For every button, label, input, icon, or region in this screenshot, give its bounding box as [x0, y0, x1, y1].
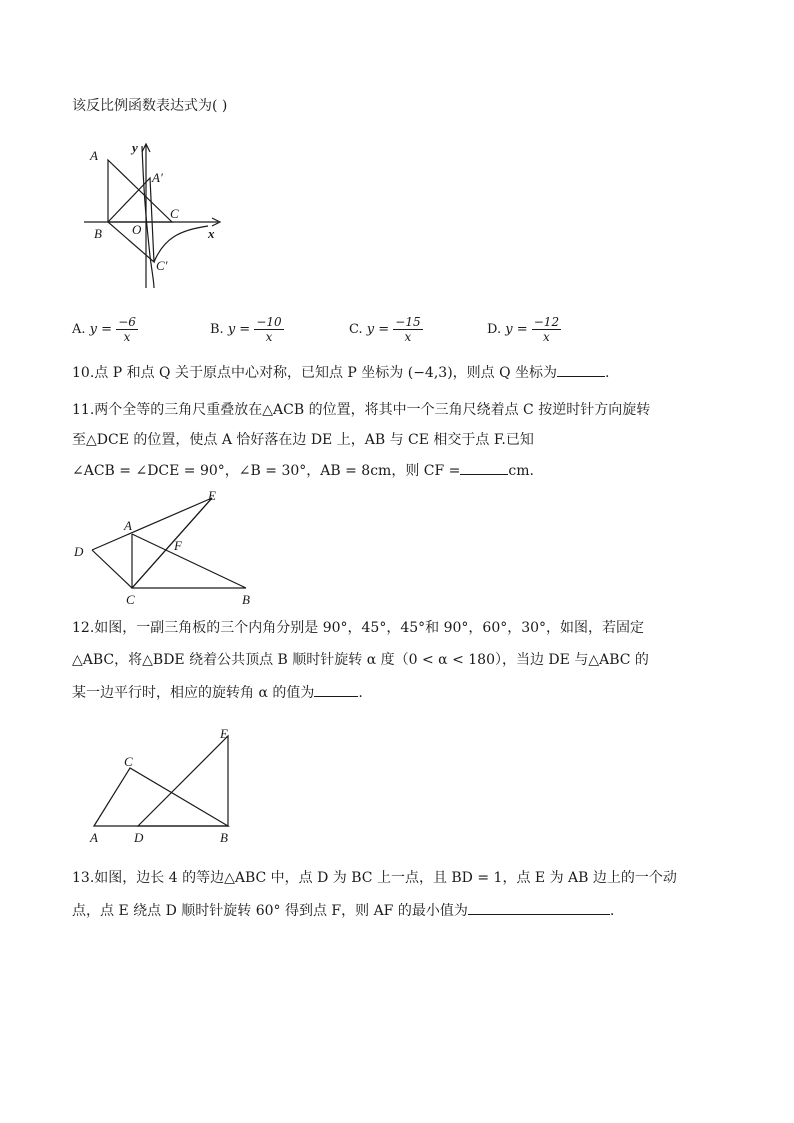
option-lhs: y = [89, 322, 113, 337]
triangle-ACB [132, 534, 246, 588]
label-D: D [134, 830, 144, 845]
q12-line3 [72, 682, 363, 703]
q11-line1: 11.两个全等的三角尺重叠放在△ACB 的位置，将其中一个三角尺绕着点 C 按逆时针方向旋转 [72, 402, 651, 418]
q10-text [72, 362, 609, 383]
triangle-A-prime-B-C-prime [108, 178, 154, 262]
q11-condition: ∠ACB = ∠DCE = 90°，∠B = 30°，AB = 8cm，则 CF = [72, 463, 461, 479]
q10-stem: 10.点 P 和点 Q 关于原点中心对称，已知点 P 坐标为 (−4,3)，则点 Q 坐标为 [72, 365, 558, 381]
q12-line1: 12.如图，一副三角板的三个内角分别是 90°，45°，45°和 90°，60°，30°，如图，若固定 [72, 620, 645, 636]
q9-option-c[interactable] [349, 315, 423, 344]
label-x: x [208, 226, 215, 241]
label-B: B [242, 592, 250, 607]
label-C: C [124, 754, 133, 769]
label-A: A [90, 148, 98, 163]
label-A: A [90, 830, 98, 845]
label-C: C [170, 206, 179, 221]
label-y: y [132, 140, 138, 155]
segment-CE [132, 498, 212, 588]
label-C-prime: C′ [156, 258, 168, 273]
label-C: C [126, 592, 135, 607]
q9-figure [80, 138, 240, 298]
q11-unit: cm. [508, 463, 534, 479]
q12-line2: △ABC，将△BDE 绕着公共顶点 B 顺时针旋转 α 度（0 < α < 180），当边 DE 与△ABC 的 [72, 652, 649, 668]
label-A-prime: A′ [152, 170, 163, 185]
option-label: B. [210, 322, 224, 337]
label-E: E [208, 488, 216, 503]
q13-line2 [72, 900, 614, 921]
option-fraction: $\frac{-6}{x}$ [118, 315, 136, 344]
q11-figure [70, 488, 270, 608]
q9-option-a[interactable] [72, 315, 138, 344]
q12-answer-blank[interactable] [314, 682, 358, 697]
label-O: O [132, 222, 142, 237]
option-label: D. [487, 322, 502, 337]
option-label: C. [349, 322, 363, 337]
hyperbola-branch-right [154, 226, 208, 262]
label-E: E [220, 726, 228, 741]
q11-answer-blank[interactable] [460, 460, 508, 475]
q12-end: . [358, 685, 363, 701]
label-F: F [174, 538, 182, 553]
q12-question: 某一边平行时，相应的旋转角 α 的值为 [72, 685, 315, 701]
option-fraction: $\frac{-12}{x}$ [533, 315, 560, 344]
option-fraction: $\frac{-15}{x}$ [395, 315, 421, 344]
option-lhs: y = [505, 322, 528, 337]
q13-question: 点，点 E 绕点 D 顺时针旋转 60° 得到点 F，则 AF 的最小值为 [72, 903, 468, 919]
q13-end: . [609, 903, 615, 919]
q10-end: . [605, 365, 610, 381]
q9-stem: 该反比例函数表达式为( ) [72, 98, 228, 114]
q11-line3 [72, 460, 534, 481]
label-B: B [94, 226, 102, 241]
option-lhs: y = [366, 322, 390, 337]
q13-line1: 13.如图，边长 4 的等边△ABC 中，点 D 为 BC 上一点，且 BD = 1，点 E 为 AB 边上的一个动 [72, 870, 677, 886]
q9-option-b[interactable] [210, 315, 284, 344]
q9-option-d[interactable] [487, 315, 561, 344]
q12-figure [86, 724, 246, 848]
label-B: B [220, 830, 228, 845]
option-label: A. [72, 322, 86, 337]
option-fraction: $\frac{-10}{x}$ [256, 315, 282, 344]
label-D: D [74, 544, 84, 559]
option-lhs: y = [227, 322, 251, 337]
q10-answer-blank[interactable] [557, 362, 605, 377]
q13-answer-blank[interactable] [468, 900, 610, 915]
triangle-ABC [94, 768, 228, 826]
q11-line2: 至△DCE 的位置，使点 A 恰好落在边 DE 上，AB 与 CE 相交于点 F.已知 [72, 432, 534, 448]
label-A: A [124, 518, 132, 533]
